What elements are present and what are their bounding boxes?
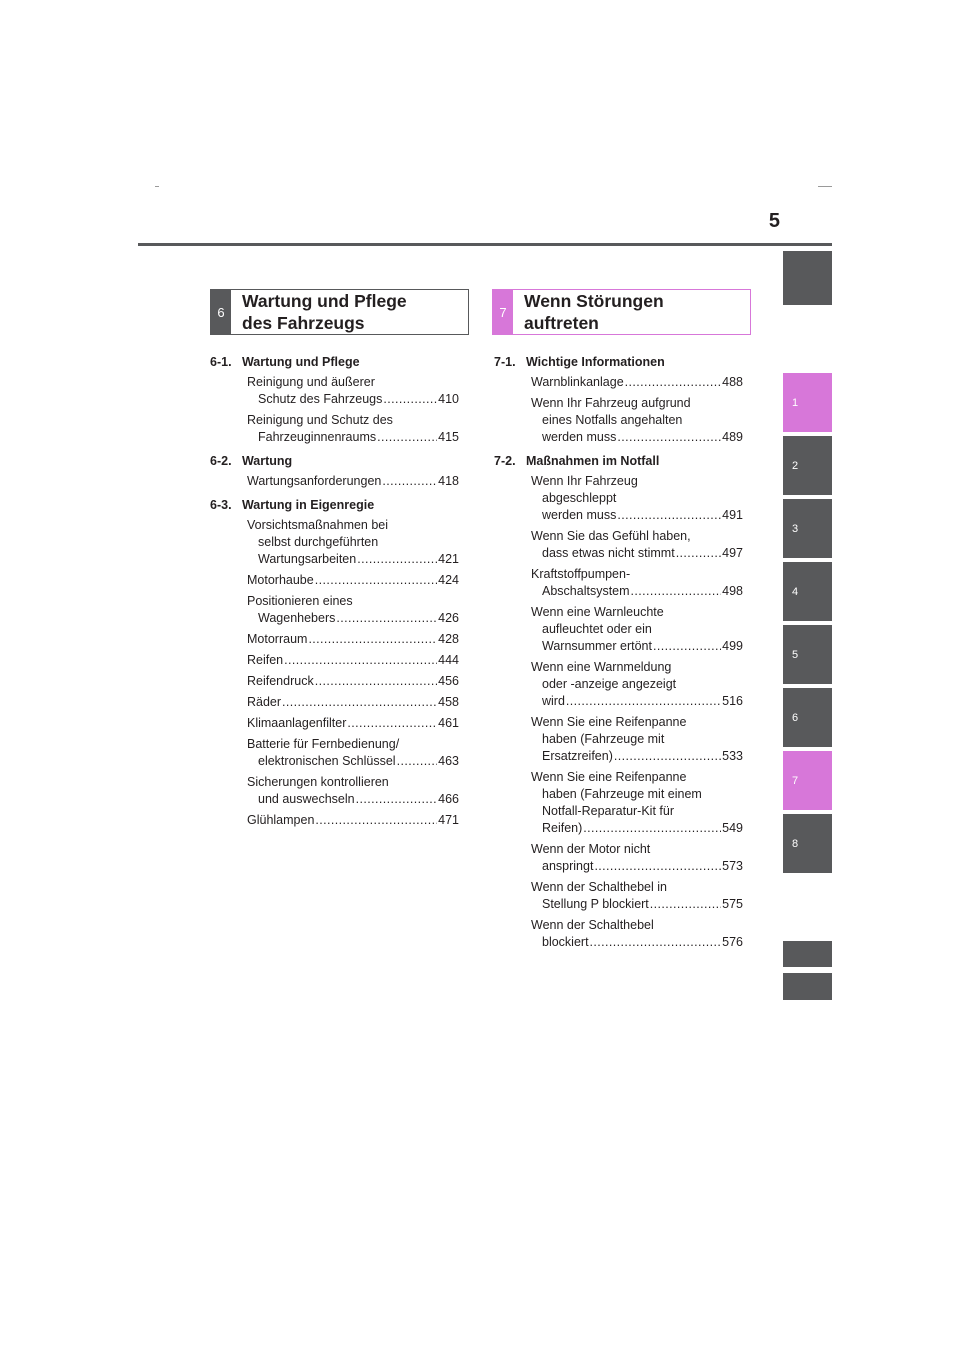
crop-mark-left bbox=[155, 186, 159, 187]
toc-entry[interactable] bbox=[531, 879, 743, 913]
toc-entry-text: Wenn Ihr Fahrzeug aufgrund bbox=[531, 396, 691, 410]
toc-entry[interactable] bbox=[247, 652, 459, 669]
toc-entry-text: Ersatzreifen) bbox=[542, 749, 613, 763]
chapter-number: 7 bbox=[493, 290, 513, 334]
chapter-tab-8[interactable] bbox=[783, 814, 832, 873]
dot-leader bbox=[594, 858, 721, 875]
chapter-title-line: des Fahrzeugs bbox=[242, 313, 365, 333]
toc-entry-text: Reinigung und Schutz des bbox=[247, 413, 393, 427]
dot-leader bbox=[617, 507, 721, 524]
toc-entry-text: Motorraum bbox=[247, 632, 308, 646]
toc-entry-text: dass etwas nicht stimmt bbox=[542, 546, 675, 560]
toc-entry[interactable] bbox=[247, 715, 459, 732]
toc-entry-text: wird bbox=[542, 694, 565, 708]
dot-leader bbox=[377, 429, 437, 446]
toc-page-number: 426 bbox=[438, 611, 459, 625]
dot-leader bbox=[308, 631, 437, 648]
toc-page-number: 415 bbox=[438, 430, 459, 444]
toc-page-number: 410 bbox=[438, 392, 459, 406]
chapter-title-line: Wenn Störungen bbox=[524, 291, 664, 311]
chapter-title bbox=[242, 290, 407, 334]
section-heading: 7-2. Maßnahmen im Notfall bbox=[494, 454, 660, 468]
toc-entry[interactable] bbox=[247, 673, 459, 690]
toc-entry-text: anspringt bbox=[542, 859, 594, 873]
toc-page-number: 428 bbox=[438, 632, 459, 646]
toc-page-number: 456 bbox=[438, 674, 459, 688]
toc-entry-text: Wartungsarbeiten bbox=[258, 552, 357, 566]
toc-entry[interactable] bbox=[531, 841, 743, 875]
toc-entry-text: Notfall-Reparatur-Kit für bbox=[542, 804, 674, 818]
toc-entry-text: Wenn der Schalthebel in bbox=[531, 880, 667, 894]
toc-page-number: 549 bbox=[722, 821, 743, 835]
toc-page-number: 516 bbox=[722, 694, 743, 708]
toc-entry-text: Glühlampen bbox=[247, 813, 315, 827]
chapter-tab-label: 6 bbox=[792, 711, 799, 724]
toc-entry[interactable] bbox=[247, 374, 459, 408]
toc-entry-text: Vorsichtsmaßnahmen bei bbox=[247, 518, 389, 532]
toc-entry[interactable] bbox=[531, 566, 743, 600]
dot-leader bbox=[653, 638, 721, 655]
dot-leader bbox=[676, 545, 721, 562]
toc-entry-text: Reifendruck bbox=[247, 674, 314, 688]
chapter-tab-label: 8 bbox=[792, 837, 799, 850]
chapter-title bbox=[524, 290, 664, 334]
chapter-tab-label: 7 bbox=[792, 774, 799, 787]
chapter-tab-4[interactable] bbox=[783, 562, 832, 621]
toc-entry[interactable] bbox=[247, 774, 459, 808]
toc-entry-text: Reifen) bbox=[542, 821, 583, 835]
toc-page-number: 461 bbox=[438, 716, 459, 730]
page-number: 5 bbox=[768, 210, 780, 232]
section-heading: 6-2. Wartung bbox=[210, 454, 293, 468]
chapter-tab-label: 3 bbox=[792, 522, 799, 535]
dot-leader bbox=[617, 429, 721, 446]
toc-entry-text: und auswechseln bbox=[258, 792, 355, 806]
toc-entry[interactable] bbox=[247, 473, 459, 490]
toc-entry[interactable] bbox=[531, 659, 743, 710]
toc-entry-text: Warnblinkanlage bbox=[531, 375, 624, 389]
chapter-tab-label: 2 bbox=[792, 459, 799, 472]
dot-leader bbox=[382, 473, 437, 490]
toc-entry[interactable] bbox=[531, 714, 743, 765]
toc-entry-text: Wagenhebers bbox=[258, 611, 336, 625]
toc-entry[interactable] bbox=[531, 604, 743, 655]
chapter-tab-label: 1 bbox=[792, 396, 799, 409]
chapter-tab-5[interactable] bbox=[783, 625, 832, 684]
dot-leader bbox=[356, 791, 438, 808]
toc-entry-text: Wenn der Motor nicht bbox=[531, 842, 651, 856]
dot-leader bbox=[566, 693, 721, 710]
toc-entry-text: elektronischen Schlüssel bbox=[258, 754, 396, 768]
toc-entry-text: Wenn eine Warnmeldung bbox=[531, 660, 672, 674]
toc-entry[interactable] bbox=[531, 473, 743, 524]
toc-entry-text: Warnsummer ertönt bbox=[542, 639, 652, 653]
dot-leader bbox=[583, 820, 721, 837]
toc-entry[interactable] bbox=[247, 572, 459, 589]
toc-entry-text: selbst durchgeführten bbox=[258, 535, 379, 549]
toc-page-number: 444 bbox=[438, 653, 459, 667]
toc-entry-text: Positionieren eines bbox=[247, 594, 353, 608]
toc-page-number: 463 bbox=[438, 754, 459, 768]
toc-entry[interactable] bbox=[247, 694, 459, 711]
toc-entry-text: Kraftstoffpumpen- bbox=[531, 567, 631, 581]
toc-entry-text: Sicherungen kontrollieren bbox=[247, 775, 389, 789]
section-heading: 6-3. Wartung in Eigenregie bbox=[210, 498, 375, 512]
toc-entry[interactable] bbox=[247, 736, 459, 770]
toc-entry-text: Wenn Sie eine Reifenpanne bbox=[531, 715, 687, 729]
toc-entry[interactable] bbox=[247, 412, 459, 446]
dot-leader bbox=[631, 583, 722, 600]
toc-entry[interactable] bbox=[247, 517, 459, 568]
chapter-title-line: auftreten bbox=[524, 313, 599, 333]
toc-entry[interactable] bbox=[247, 631, 459, 648]
toc-entry-text: werden muss bbox=[542, 430, 617, 444]
toc-entry-text: Wenn Sie eine Reifenpanne bbox=[531, 770, 687, 784]
dot-leader bbox=[282, 694, 437, 711]
toc-entry-text: Reinigung und äußerer bbox=[247, 375, 375, 389]
chapter-header-7 bbox=[492, 289, 751, 335]
dot-leader bbox=[650, 896, 721, 913]
dot-leader bbox=[397, 753, 438, 770]
dot-leader bbox=[336, 610, 437, 627]
toc-entry[interactable] bbox=[531, 917, 743, 951]
toc-page-number: 575 bbox=[722, 897, 743, 911]
toc-entry-text: blockiert bbox=[542, 935, 589, 949]
toc-entry-text: abgeschleppt bbox=[542, 491, 617, 505]
toc-entry-text: Reifen bbox=[247, 653, 284, 667]
toc-entry[interactable] bbox=[531, 528, 743, 562]
toc-entry-text: werden muss bbox=[542, 508, 617, 522]
section-heading: 6-1. Wartung und Pflege bbox=[210, 355, 360, 369]
dot-leader bbox=[315, 812, 437, 829]
toc-entry[interactable] bbox=[247, 593, 459, 627]
toc-page-number: 489 bbox=[722, 430, 743, 444]
toc-entry-text: Wenn Ihr Fahrzeug bbox=[531, 474, 638, 488]
chapter-title-line: Wartung und Pflege bbox=[242, 291, 407, 311]
toc-entry-text: Stellung P blockiert bbox=[542, 897, 649, 911]
chapter-tab-label: 5 bbox=[792, 648, 799, 661]
dot-leader bbox=[625, 374, 721, 391]
dot-leader bbox=[315, 572, 437, 589]
toc-entry[interactable] bbox=[531, 374, 743, 391]
toc-page-number: 488 bbox=[722, 375, 743, 389]
toc-page-number: 497 bbox=[722, 546, 743, 560]
toc-page-number: 421 bbox=[438, 552, 459, 566]
chapter-tab-label: 4 bbox=[792, 585, 799, 598]
toc-entry-text: Fahrzeuginnenraums bbox=[258, 430, 377, 444]
toc-entry-text: Wartungsanforderungen bbox=[247, 474, 382, 488]
toc-entry[interactable] bbox=[247, 812, 459, 829]
chapter-tab-6[interactable] bbox=[783, 688, 832, 747]
toc-entry-text: haben (Fahrzeuge mit bbox=[542, 732, 665, 746]
toc-entry[interactable] bbox=[531, 395, 743, 446]
dot-leader bbox=[284, 652, 437, 669]
toc-entry-text: Abschaltsystem bbox=[542, 584, 630, 598]
dot-leader bbox=[347, 715, 437, 732]
dot-leader bbox=[315, 673, 437, 690]
toc-entry-text: aufleuchtet oder ein bbox=[542, 622, 652, 636]
toc-entry-text: Wenn Sie das Gefühl haben, bbox=[531, 529, 691, 543]
toc-page-number: 491 bbox=[722, 508, 743, 522]
toc-entry-text: Wenn eine Warnleuchte bbox=[531, 605, 664, 619]
dot-leader bbox=[590, 934, 722, 951]
toc-page-number: 418 bbox=[438, 474, 459, 488]
toc-entry[interactable] bbox=[531, 769, 743, 837]
toc-page-number: 498 bbox=[722, 584, 743, 598]
chapter-header-6 bbox=[210, 289, 469, 335]
toc-page-number: 573 bbox=[722, 859, 743, 873]
chapter-tab-7[interactable] bbox=[783, 751, 832, 810]
dot-leader bbox=[383, 391, 437, 408]
toc-entry-text: Schutz des Fahrzeugs bbox=[258, 392, 383, 406]
dot-leader bbox=[614, 748, 721, 765]
chapter-tab-blank[interactable] bbox=[783, 941, 832, 967]
toc-entry-text: Motorhaube bbox=[247, 573, 314, 587]
crop-mark-right bbox=[818, 186, 832, 187]
section-heading: 7-1. Wichtige Informationen bbox=[494, 355, 665, 369]
toc-entry-text: haben (Fahrzeuge mit einem bbox=[542, 787, 702, 801]
toc-entry-text: Batterie für Fernbedienung/ bbox=[247, 737, 400, 751]
toc-entry-text: Räder bbox=[247, 695, 282, 709]
toc-page-number: 466 bbox=[438, 792, 459, 806]
chapter-tab-blank[interactable] bbox=[783, 973, 832, 1000]
toc-entry-text: Wenn der Schalthebel bbox=[531, 918, 654, 932]
top-rule bbox=[138, 243, 832, 246]
chapter-number: 6 bbox=[211, 290, 231, 334]
toc-page-number: 576 bbox=[722, 935, 743, 949]
chapter-tab-blank[interactable] bbox=[783, 251, 832, 305]
toc-page-number: 471 bbox=[438, 813, 459, 827]
chapter-tab-2[interactable] bbox=[783, 436, 832, 495]
toc-page-number: 424 bbox=[438, 573, 459, 587]
toc-entry-text: Klimaanlagenfilter bbox=[247, 716, 347, 730]
toc-page-number: 458 bbox=[438, 695, 459, 709]
chapter-tab-3[interactable] bbox=[783, 499, 832, 558]
dot-leader bbox=[357, 551, 437, 568]
toc-page-number: 499 bbox=[722, 639, 743, 653]
toc-entry-text: oder -anzeige angezeigt bbox=[542, 677, 677, 691]
toc-entry-text: eines Notfalls angehalten bbox=[542, 413, 683, 427]
chapter-tab-1[interactable] bbox=[783, 373, 832, 432]
toc-page-number: 533 bbox=[722, 749, 743, 763]
